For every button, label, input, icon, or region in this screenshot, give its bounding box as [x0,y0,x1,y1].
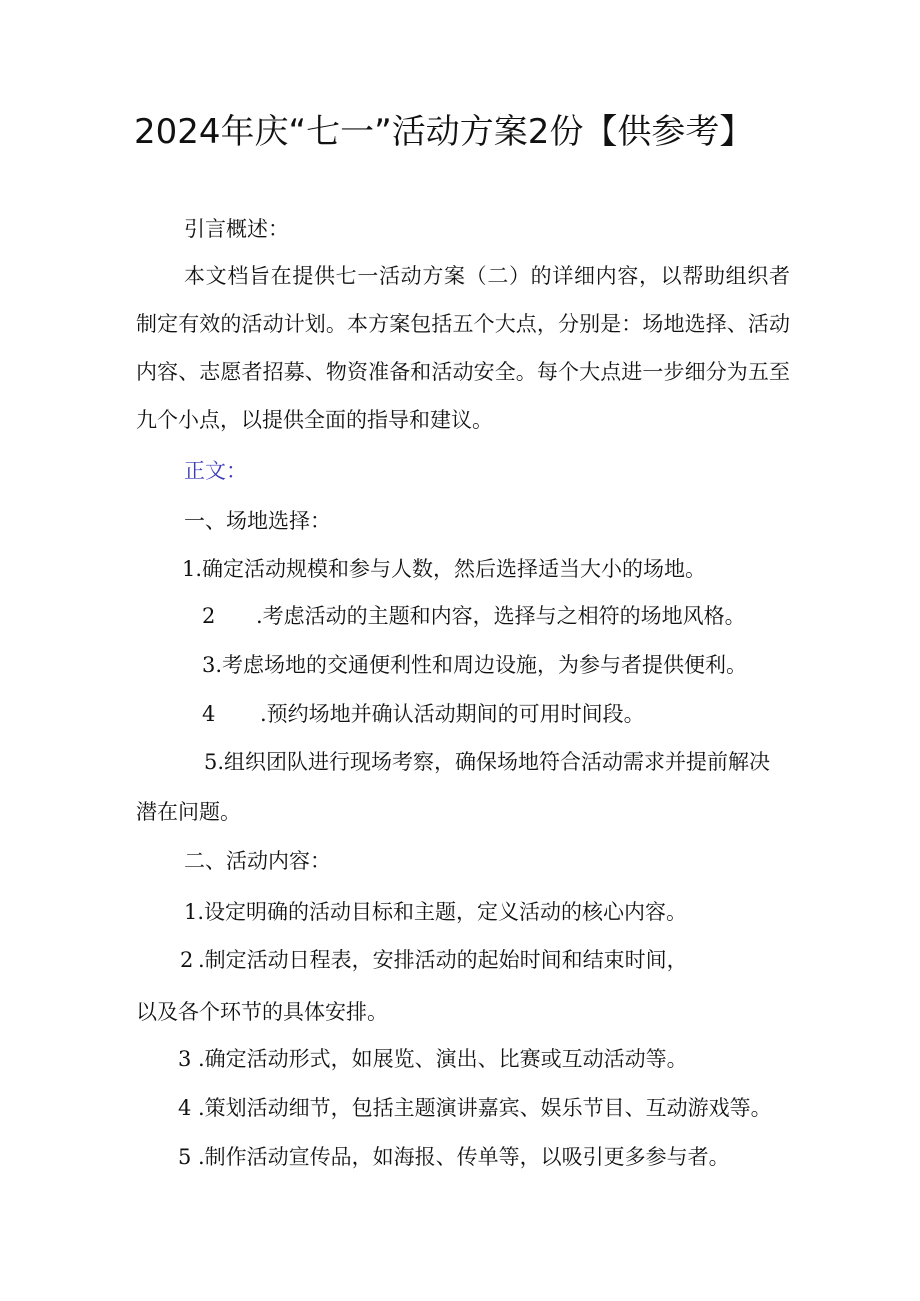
list-item [202,699,645,729]
item-number: 1 [182,557,196,581]
item-text: .设定明确的活动目标和主题，定义活动的核心内容。 [197,900,688,924]
list-item-continuation: 以及各个环节的具体安排。 [136,1000,388,1024]
list-item [182,554,706,584]
list-item [178,1093,772,1123]
item-number: 3 [178,1047,192,1071]
item-text: .策划活动细节，包括主题演讲嘉宾、娱乐节目、互动游戏等。 [198,1096,772,1120]
item-number: 5 [204,750,218,774]
list-item [202,650,747,680]
item-number: 4 [178,1096,192,1120]
item-text: .考虑场地的交通便利性和周边设施，为参与者提供便利。 [215,653,748,677]
list-item [202,601,746,631]
list-item [180,945,688,975]
item-number: 3 [202,653,216,677]
item-number: 1 [184,900,198,924]
item-text: .确定活动规模和参与人数，然后选择适当大小的场地。 [195,557,707,581]
item-text: .制作活动宣传品，如海报、传单等，以吸引更多参与者。 [198,1145,730,1169]
item-number: 5 [178,1145,192,1169]
item-text: .确定活动形式，如展览、演出、比赛或互动活动等。 [198,1047,688,1071]
intro-paragraph: 本文档旨在提供七一活动方案（二）的详细内容，以帮助组织者制定有效的活动计划。本方案包括五个大点，分别是：场地选择、活动内容、志愿者招募、物资准备和活动安全。每个大点进一步细分为五至九个小点，以提供全面的指导和建议。 [136,264,790,432]
list-item-continuation: 潜在问题。 [136,800,241,824]
list-item [204,747,770,777]
body-heading: 正文： [184,459,247,483]
item-number: 2 [202,604,216,628]
document-title: 2024年庆“七一”活动方案2份【供参考】 [134,112,754,152]
intro-heading: 引言概述： [184,217,289,241]
item-text: .预约场地并确认活动期间的可用时间段。 [260,702,645,726]
item-text: .组织团队进行现场考察，确保场地符合活动需求并提前解决 [217,750,771,774]
list-item [178,1044,688,1074]
item-text: .制定活动日程表，安排活动的起始时间和结束时间， [198,948,688,972]
item-text: .考虑活动的主题和内容，选择与之相符的场地风格。 [256,604,746,628]
list-item [184,897,687,927]
section-heading-content: 二、活动内容： [184,849,331,873]
list-item [178,1142,730,1172]
item-number: 2 [180,948,194,972]
section-heading-venue: 一、场地选择： [184,509,331,533]
item-number: 4 [202,702,216,726]
